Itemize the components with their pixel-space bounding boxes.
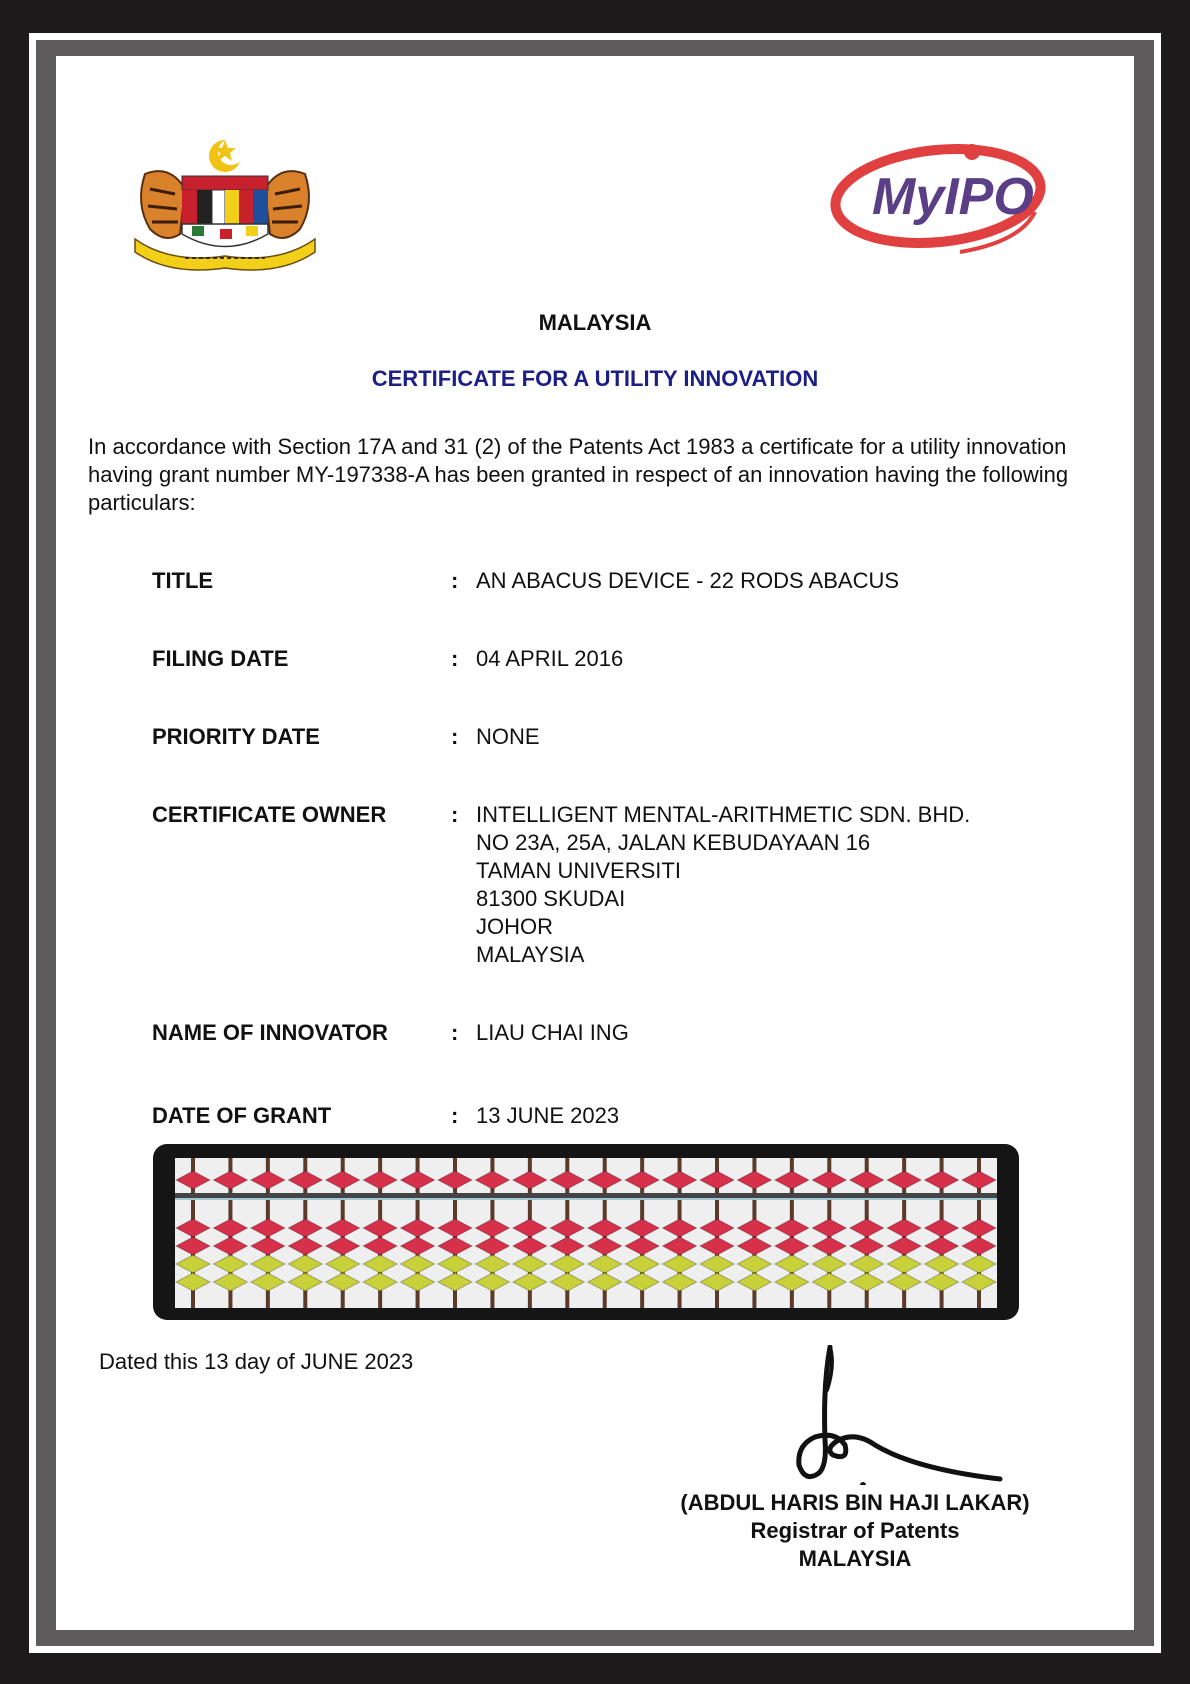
separator: : [451, 568, 459, 593]
country-heading: MALAYSIA [538, 310, 652, 335]
separator: : [451, 1103, 459, 1128]
label-title: TITLE [152, 568, 214, 593]
label-filing-date: FILING DATE [152, 646, 289, 671]
owner-line: TAMAN UNIVERSITI [476, 858, 681, 883]
myipo-logo-icon [830, 132, 1052, 272]
label-certificate-owner: CERTIFICATE OWNER [152, 802, 387, 827]
dated-line: Dated this 13 day of JUNE 2023 [99, 1349, 414, 1374]
owner-line: INTELLIGENT MENTAL-ARITHMETIC SDN. BHD. [476, 802, 971, 827]
intro-paragraph: In accordance with Section 17A and 31 (2) of the Patents Act 1983 a certificate for a utility innovation having grant number MY-197338-A has been granted in respect of an innovation having the following particulars: [88, 434, 1069, 515]
value-certificate-owner [476, 801, 970, 969]
value-priority-date: NONE [476, 724, 540, 749]
handwritten-signature [775, 1345, 1005, 1485]
abacus-image [153, 1144, 1019, 1320]
value-innovator: LIAU CHAI ING [476, 1020, 629, 1045]
separator: : [451, 1020, 459, 1045]
value-grant-date: 13 JUNE 2023 [476, 1103, 620, 1128]
owner-line: MALAYSIA [476, 942, 585, 967]
svg-text:MyIPO: MyIPO [872, 168, 1034, 226]
separator: : [451, 802, 459, 827]
label-priority-date: PRIORITY DATE [152, 724, 320, 749]
signatory-country: MALAYSIA [798, 1546, 912, 1571]
owner-line: NO 23A, 25A, JALAN KEBUDAYAAN 16 [476, 830, 871, 855]
label-grant-date: DATE OF GRANT [152, 1103, 332, 1128]
value-filing-date: 04 APRIL 2016 [476, 646, 624, 671]
separator: : [451, 724, 459, 749]
value-title: AN ABACUS DEVICE - 22 RODS ABACUS [476, 568, 900, 593]
signatory-name: (ABDUL HARIS BIN HAJI LAKAR) [680, 1490, 1030, 1515]
owner-line: 81300 SKUDAI [476, 886, 626, 911]
owner-line: JOHOR [476, 914, 553, 939]
separator: : [451, 646, 459, 671]
signatory-role: Registrar of Patents [750, 1518, 960, 1543]
coat-of-arms-icon [130, 134, 320, 274]
certificate-title: CERTIFICATE FOR A UTILITY INNOVATION [371, 366, 819, 391]
label-innovator: NAME OF INNOVATOR [152, 1020, 388, 1045]
